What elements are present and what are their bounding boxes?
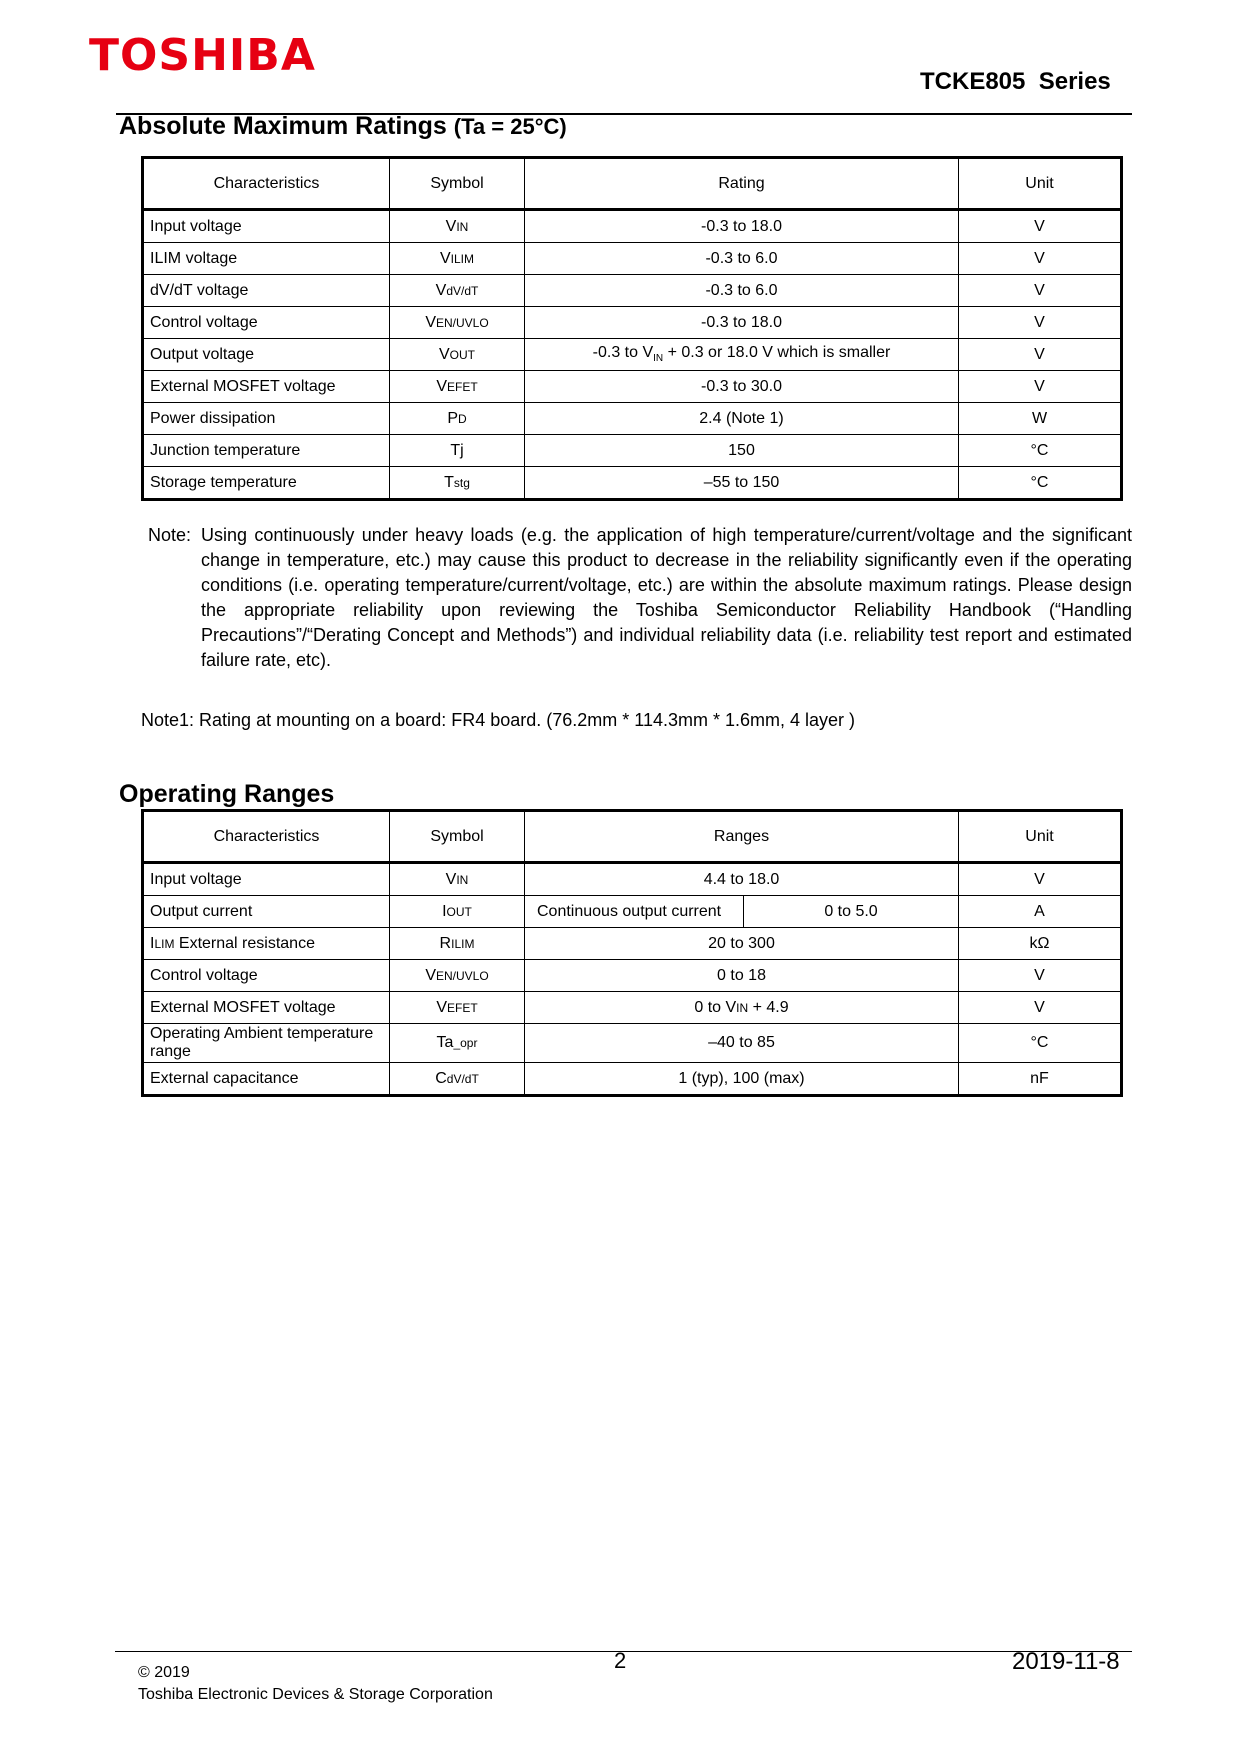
table-header-row [143, 811, 1122, 863]
cell-range-value: 0 to 5.0 [744, 896, 959, 928]
cell-characteristic: External MOSFET voltage [143, 992, 390, 1024]
cell-rating: -0.3 to 6.0 [525, 243, 959, 275]
cell-unit: V [959, 210, 1122, 243]
cell-symbol: IOUT [390, 896, 525, 928]
cell-symbol: VIN [390, 863, 525, 896]
col-ranges: Ranges [525, 811, 959, 863]
abs-max-table [141, 156, 1123, 501]
cell-symbol: VdV/dT [390, 275, 525, 307]
cell-characteristic: Output voltage [143, 339, 390, 371]
cell-range: 0 to VIN + 4.9 [525, 992, 959, 1024]
table-row [143, 243, 1122, 275]
cell-characteristic: Input voltage [143, 210, 390, 243]
table-row [143, 896, 1122, 928]
abs-max-title: Absolute Maximum Ratings [119, 112, 447, 140]
cell-unit: °C [959, 435, 1122, 467]
cell-unit: °C [959, 1024, 1122, 1063]
cell-symbol: VEN/UVLO [390, 960, 525, 992]
cell-symbol: VIN [390, 210, 525, 243]
cell-symbol: RILIM [390, 928, 525, 960]
cell-rating: -0.3 to $V_{IN} + 0.3$ or 18.0 V which is smaller [525, 339, 959, 371]
table-header-row [143, 158, 1122, 210]
cell-unit: V [959, 371, 1122, 403]
table-row [143, 863, 1122, 896]
footer-copyright [138, 1662, 493, 1706]
cell-characteristic: Power dissipation [143, 403, 390, 435]
abs-max-condition: (Ta = 25°C) [453, 114, 567, 139]
cell-rating: -0.3 to 18.0 [525, 307, 959, 339]
cell-symbol: VILIM [390, 243, 525, 275]
series-title: TCKE805 Series [920, 68, 1111, 95]
cell-unit: V [959, 307, 1122, 339]
table-row [143, 275, 1122, 307]
cell-characteristic: External MOSFET voltage [143, 371, 390, 403]
cell-unit: W [959, 403, 1122, 435]
company-name: Toshiba Electronic Devices & Storage Corporation [138, 1686, 493, 1703]
abs-max-heading [119, 112, 567, 141]
table-row [143, 1063, 1122, 1096]
op-ranges-title: Operating Ranges [119, 780, 335, 808]
col-unit: Unit [959, 158, 1122, 210]
cell-symbol: PD [390, 403, 525, 435]
cell-characteristic: Control voltage [143, 960, 390, 992]
cell-rating: -0.3 to 6.0 [525, 275, 959, 307]
cell-symbol: Tj [390, 435, 525, 467]
cell-characteristic: Junction temperature [143, 435, 390, 467]
cell-rating: 150 [525, 435, 959, 467]
table-row [143, 928, 1122, 960]
table-row [143, 371, 1122, 403]
cell-unit: V [959, 275, 1122, 307]
cell-range: 0 to 18 [525, 960, 959, 992]
toshiba-logo: TOSHIBA [89, 30, 316, 81]
col-symbol: Symbol [390, 811, 525, 863]
cell-symbol: Ta_opr [390, 1024, 525, 1063]
cell-range: 4.4 to 18.0 [525, 863, 959, 896]
cell-symbol: VOUT [390, 339, 525, 371]
cell-rating: -0.3 to 30.0 [525, 371, 959, 403]
cell-characteristic: Control voltage [143, 307, 390, 339]
cell-rating: –55 to 150 [525, 467, 959, 500]
cell-symbol: Tstg [390, 467, 525, 500]
note1-text: Note1: Rating at mounting on a board: FR4 board. (76.2mm * 114.3mm * 1.6mm, 4 layer ) [141, 710, 856, 730]
table-row [143, 339, 1122, 371]
op-ranges-table [141, 809, 1123, 1097]
cell-unit: kΩ [959, 928, 1122, 960]
table-row [143, 1024, 1122, 1063]
cell-symbol: VEFET [390, 371, 525, 403]
cell-symbol: VEFET [390, 992, 525, 1024]
cell-unit: V [959, 960, 1122, 992]
cell-rating: 2.4 (Note 1) [525, 403, 959, 435]
cell-characteristic: Operating Ambient temperature range [143, 1024, 390, 1063]
cell-unit: °C [959, 467, 1122, 500]
table-row [143, 467, 1122, 500]
cell-characteristic: Output current [143, 896, 390, 928]
copyright-year: © 2019 [138, 1664, 190, 1681]
cell-symbol: VEN/UVLO [390, 307, 525, 339]
col-rating: Rating [525, 158, 959, 210]
col-symbol: Symbol [390, 158, 525, 210]
cell-unit: A [959, 896, 1122, 928]
cell-characteristic: Input voltage [143, 863, 390, 896]
cell-symbol: CdV/dT [390, 1063, 525, 1096]
table-row [143, 960, 1122, 992]
cell-characteristic: External capacitance [143, 1063, 390, 1096]
table-row [143, 403, 1122, 435]
cell-range: 1 (typ), 100 (max) [525, 1063, 959, 1096]
note-label: Note: [148, 525, 192, 545]
table-row [143, 210, 1122, 243]
table-row [143, 307, 1122, 339]
cell-range: 20 to 300 [525, 928, 959, 960]
cell-unit: V [959, 339, 1122, 371]
cell-characteristic: ILIM voltage [143, 243, 390, 275]
col-characteristics: Characteristics [143, 158, 390, 210]
cell-range: –40 to 85 [525, 1024, 959, 1063]
col-characteristics: Characteristics [143, 811, 390, 863]
cell-characteristic: ILIM External resistance [143, 928, 390, 960]
cell-characteristic: dV/dT voltage [143, 275, 390, 307]
cell-unit: V [959, 992, 1122, 1024]
page-number: 2 [614, 1648, 627, 1673]
revision-date: 2019-11-8 [1012, 1648, 1120, 1675]
note-text: Using continuously under heavy loads (e.g. the application of high temperature/current/voltage and the significant change in temperature, etc.) may cause this product to decrease in the reliability significantly even if the operating conditions (i.e. operating temperature/current/voltage, etc.) are within the absolute maximum ratings. Please design the appropriate reliability upon reviewing the Toshiba Semiconductor Reliability Handbook (“Handling Precautions”/“Derating Concept and Methods”) and individual reliability data (i.e. reliability test report and estimated failure rate, etc). [201, 525, 1132, 670]
cell-unit: V [959, 243, 1122, 275]
table-row [143, 435, 1122, 467]
cell-characteristic: Storage temperature [143, 467, 390, 500]
cell-rating: -0.3 to 18.0 [525, 210, 959, 243]
col-unit: Unit [959, 811, 1122, 863]
cell-unit: nF [959, 1063, 1122, 1096]
cell-range-label: Continuous output current [525, 896, 744, 928]
table-row [143, 992, 1122, 1024]
reliability-note [148, 523, 1132, 673]
cell-unit: V [959, 863, 1122, 896]
